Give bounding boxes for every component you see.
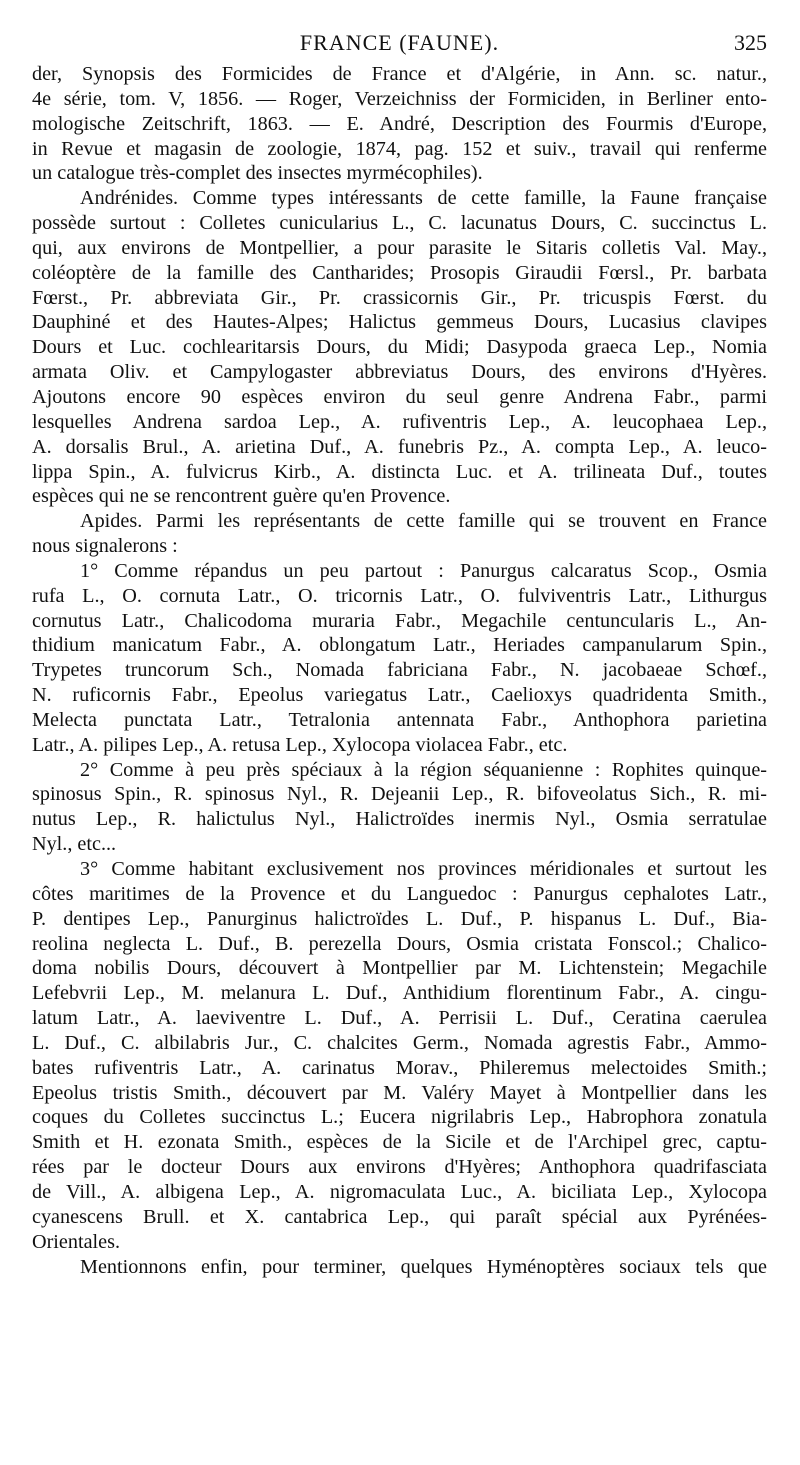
text-line: un catalogue très-complet des insectes myrmécophiles). (32, 162, 483, 185)
text-line: possède surtout : Colletes cunicularius L., C. lacunatus Dours, C. succinctus L. (32, 212, 767, 235)
text-line: cornutus Latr., Chalicodoma muraria Fabr., Megachile centuncularis L., An- (32, 609, 767, 632)
text-line: 1° Comme répandus un peu partout : Panurgus calcaratus Scop., Osmia (80, 559, 767, 582)
text-line: 4e série, tom. V, 1856. — Roger, Verzeichniss der Formiciden, in Berliner ento- (32, 87, 767, 110)
text-line: de Vill., A. albigena Lep., A. nigromaculata Luc., A. biciliata Lep., Xylocopa (32, 1180, 767, 1203)
running-head: FRANCE (FAUNE). (299, 30, 500, 55)
text-line: lesquelles Andrena sardoa Lep., A. rufiventris Lep., A. leucophaea Lep., (32, 410, 767, 433)
text-line: Dours et Luc. cochlearitarsis Dours, du Midi; Dasypoda graeca Lep., Nomia (32, 336, 767, 359)
text-line: der, Synopsis des Formicides de France et d'Algérie, in Ann. sc. natur., (32, 63, 767, 85)
document-page (32, 28, 767, 1279)
text-line: nutus Lep., R. halictulus Nyl., Halictroïdes inermis Nyl., Osmia serratulae (32, 808, 767, 831)
text-line: nous signalerons : (32, 535, 178, 558)
text-line: côtes maritimes de la Provence et du Languedoc : Panurgus cephalotes Latr., (32, 882, 767, 905)
text-line: L. Duf., C. albilabris Jur., C. chalcites Germ., Nomada agrestis Fabr., Ammo- (32, 1031, 767, 1054)
text-line: Dauphiné et des Hautes-Alpes; Halictus gemmeus Dours, Lucasius clavipes (32, 311, 767, 334)
body-text (32, 62, 767, 1279)
text-line: lippa Spin., A. fulvicrus Kirb., A. distincta Luc. et A. trilineata Duf., toutes (32, 460, 767, 483)
text-line: Mentionnons enfin, pour terminer, quelques Hyménoptères sociaux tels que (80, 1255, 767, 1278)
page-number: 325 (734, 30, 767, 55)
text-line: P. dentipes Lep., Panurginus halictroïdes L. Duf., P. hispanus L. Duf., Bia- (32, 907, 767, 930)
text-line: A. dorsalis Brul., A. arietina Duf., A. funebris Pz., A. compta Lep., A. leuco- (32, 435, 767, 458)
text-line: Fœrst., Pr. abbreviata Gir., Pr. crassicornis Gir., Pr. tricuspis Fœrst. du (32, 286, 767, 309)
text-line: N. ruficornis Fabr., Epeolus variegatus Latr., Caelioxys quadridenta Smith., (32, 684, 767, 707)
text-line: spinosus Spin., R. spinosus Nyl., R. Dejeanii Lep., R. bifoveolatus Sich., R. mi- (32, 783, 767, 806)
text-line: armata Oliv. et Campylogaster abbreviatus Dours, des environs d'Hyères. (32, 361, 767, 384)
text-line: rées par le docteur Dours aux environs d'Hyères; Anthophora quadrifasciata (32, 1156, 767, 1179)
text-line: rufa L., O. cornuta Latr., O. tricornis Latr., O. fulviventris Latr., Lithurgus (32, 584, 767, 607)
text-line: coléoptère de la famille des Cantharides; Prosopis Giraudii Fœrsl., Pr. barbata (32, 261, 767, 284)
page-header (32, 28, 767, 62)
text-line: in Revue et magasin de zoologie, 1874, pag. 152 et suiv., travail qui renferme (32, 137, 767, 160)
text-line: 2° Comme à peu près spéciaux à la région séquanienne : Rophites quinque- (80, 758, 767, 781)
text-line: thidium manicatum Fabr., A. oblongatum Latr., Heriades campanularum Spin., (32, 634, 767, 657)
text-line: doma nobilis Dours, découvert à Montpellier par M. Lichtenstein; Megachile (32, 957, 767, 980)
text-line: reolina neglecta L. Duf., B. perezella Dours, Osmia cristata Fonscol.; Chalico- (32, 932, 767, 955)
text-line: qui, aux environs de Montpellier, a pour parasite le Sitaris colletis Val. May., (32, 236, 767, 259)
text-line: Epeolus tristis Smith., découvert par M. Valéry Mayet à Montpellier dans les (32, 1081, 767, 1104)
text-line: 3° Comme habitant exclusivement nos provinces méridionales et surtout les (80, 858, 767, 880)
text-line: Melecta punctata Latr., Tetralonia antennata Fabr., Anthophora parietina (32, 708, 767, 731)
text-line: coques du Colletes succinctus L.; Eucera nigrilabris Lep., Habrophora zonatula (32, 1106, 767, 1129)
text-line: espèces qui ne se rencontrent guère qu'en Provence. (32, 485, 451, 508)
text-line: Lefebvrii Lep., M. melanura L. Duf., Anthidium florentinum Fabr., A. cingu- (32, 982, 767, 1005)
text-line: Apides. Parmi les représentants de cette famille qui se trouvent en France (80, 510, 767, 533)
text-line: Nyl., etc... (32, 833, 117, 856)
text-line: mologische Zeitschrift, 1863. — E. André, Description des Fourmis d'Europe, (32, 112, 767, 135)
text-line: Latr., A. pilipes Lep., A. retusa Lep., Xylocopa violacea Fabr., etc. (32, 733, 568, 756)
text-line: Ajoutons encore 90 espèces environ du seul genre Andrena Fabr., parmi (32, 385, 767, 408)
text-line: latum Latr., A. laeviventre L. Duf., A. Perrisii L. Duf., Ceratina caerulea (32, 1007, 767, 1030)
text-line: Orientales. (32, 1230, 121, 1253)
text-line: Andrénides. Comme types intéressants de cette famille, la Faune française (80, 187, 767, 210)
text-line: Trypetes truncorum Sch., Nomada fabriciana Fabr., N. jacobaeae Schœf., (32, 659, 767, 682)
text-line: cyanescens Brull. et X. cantabrica Lep., qui paraît spécial aux Pyrénées- (32, 1205, 767, 1228)
text-line: bates rufiventris Latr., A. carinatus Morav., Phileremus melectoides Smith.; (32, 1056, 767, 1079)
text-line: Smith et H. ezonata Smith., espèces de la Sicile et de l'Archipel grec, captu- (32, 1131, 767, 1154)
